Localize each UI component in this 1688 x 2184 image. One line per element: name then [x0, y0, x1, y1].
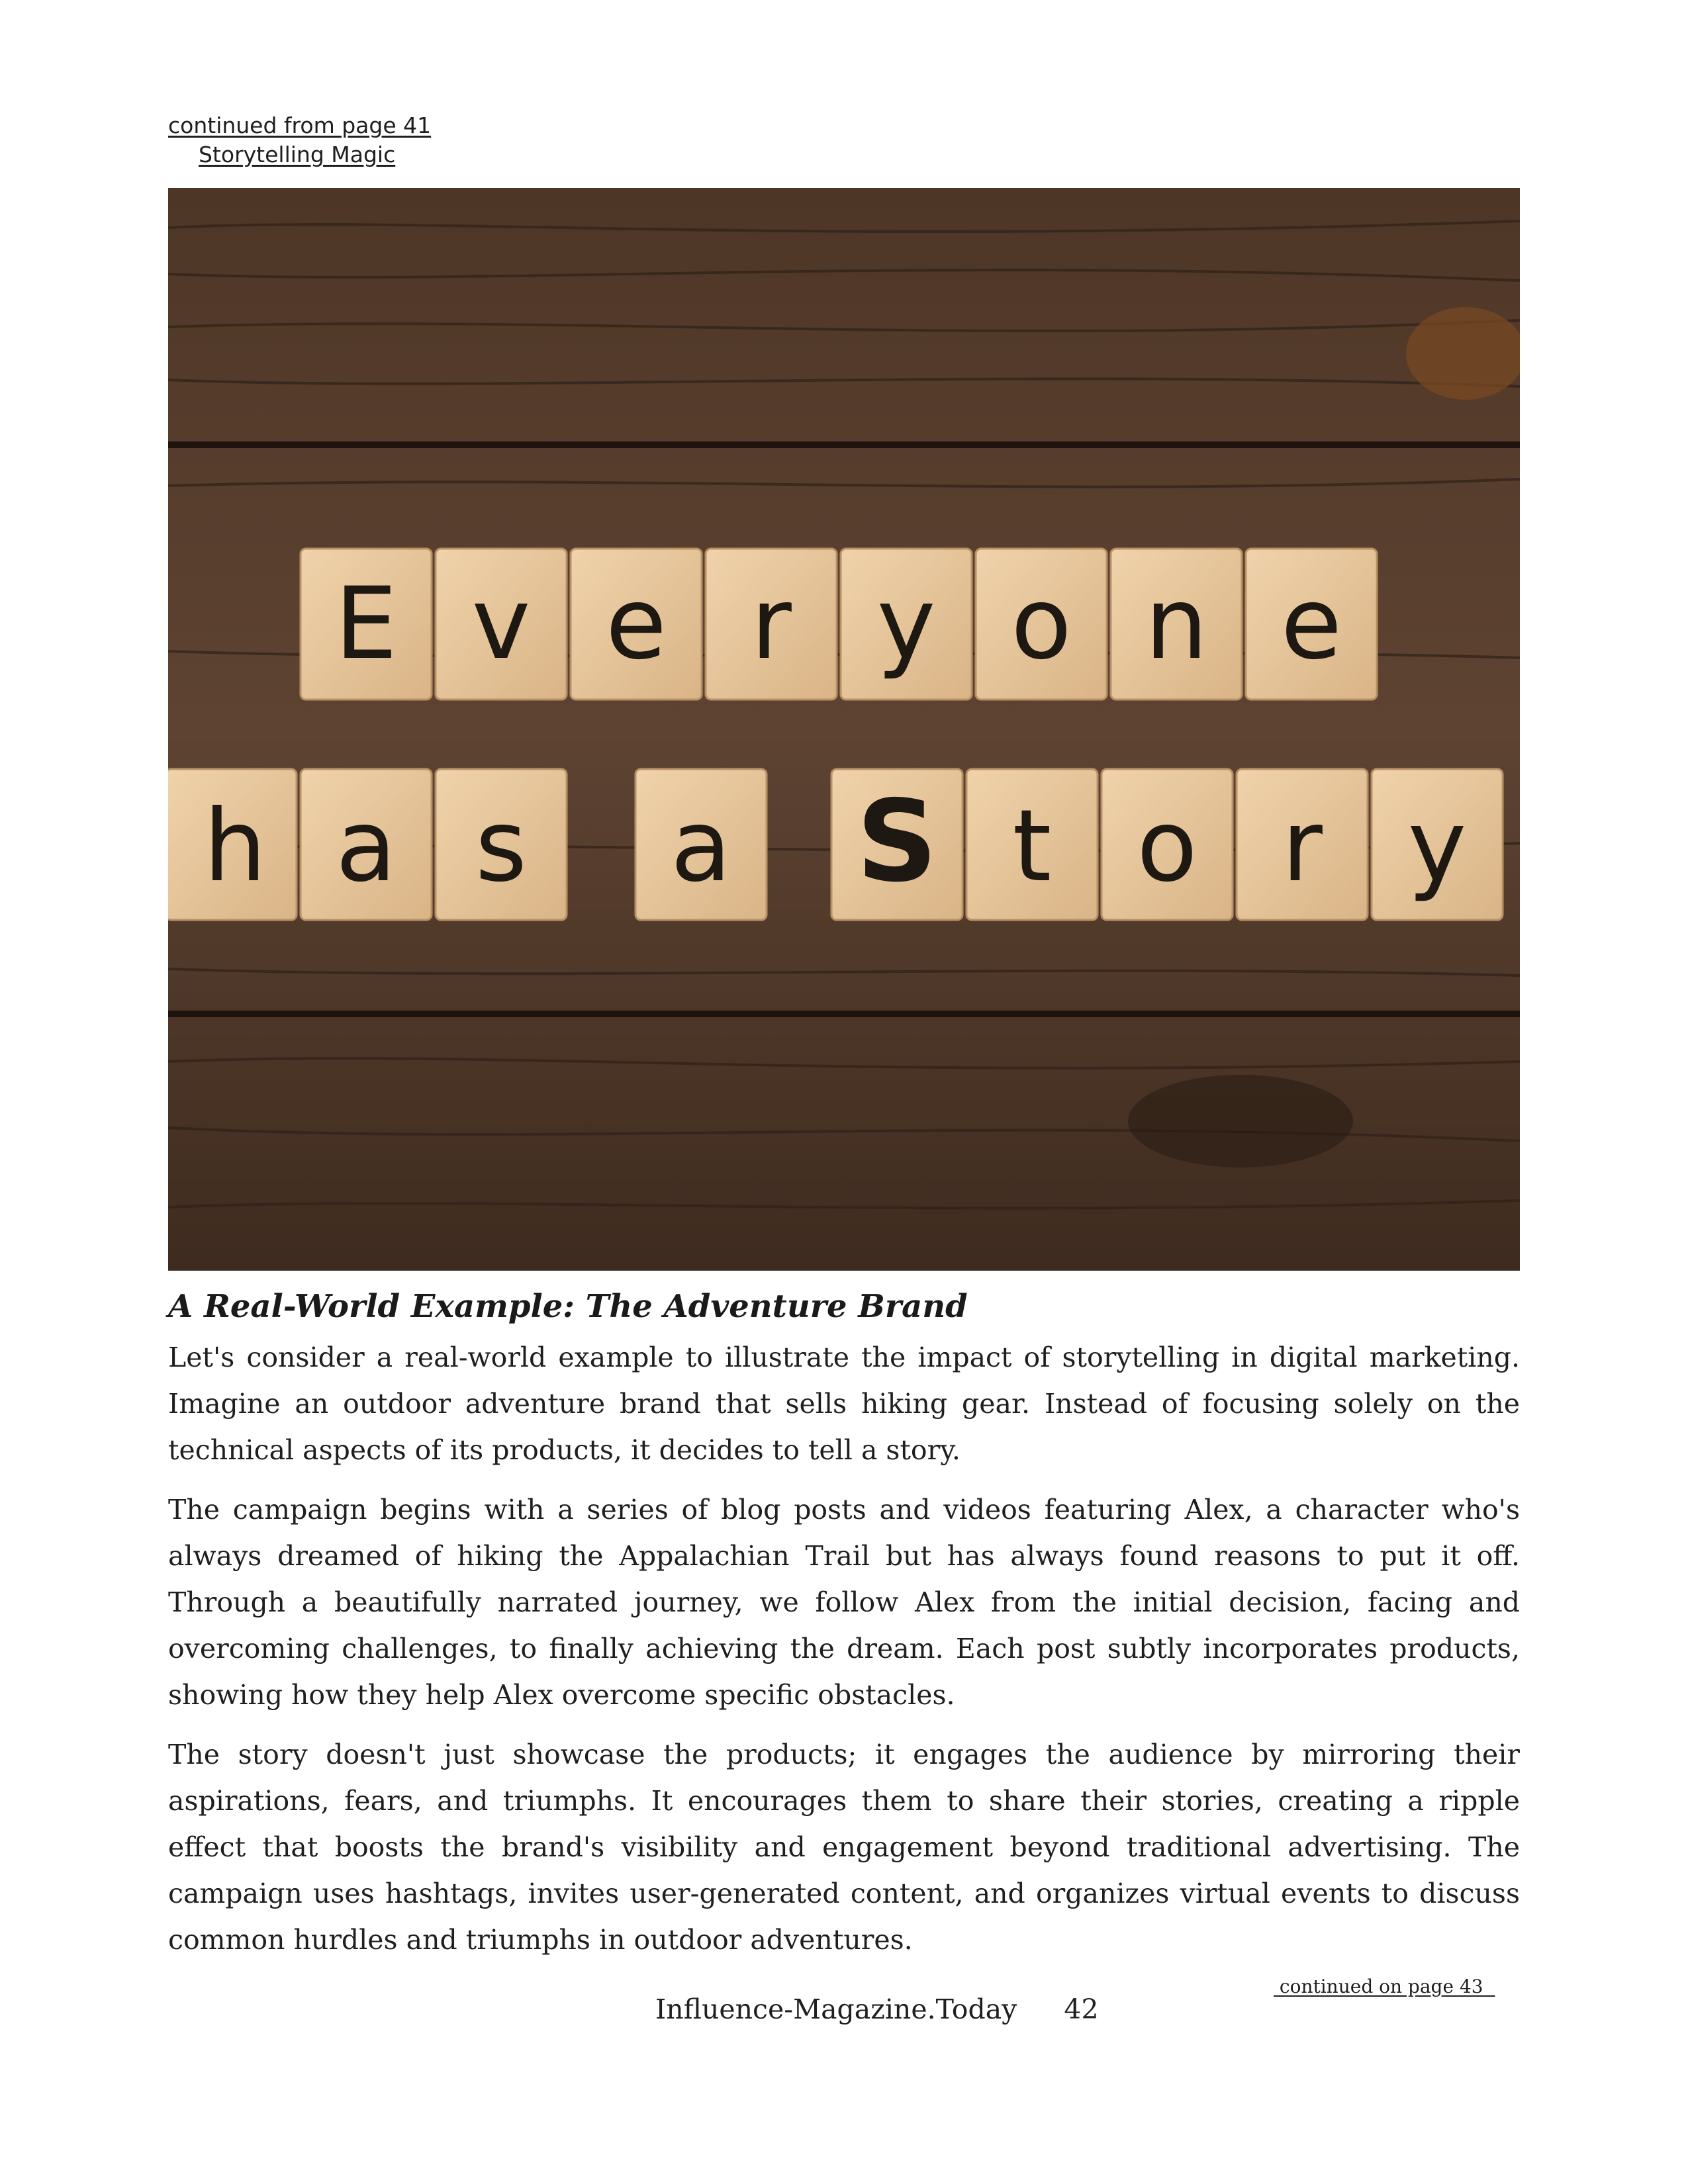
- tile: [1102, 769, 1233, 920]
- tile-letter: r: [1282, 789, 1323, 904]
- tile: [635, 769, 767, 920]
- tile-letter: v: [471, 567, 531, 682]
- tile-letter: a: [336, 789, 397, 904]
- paragraph: Let's consider a real-world example to illustrate the impact of storytelling in digital marketing. Imagine an outdoor adventure brand that sells hiking gear. Instead of focusing solely on the technical aspects of its products, it decides to tell a story.: [168, 1342, 1520, 1466]
- hero-image: [168, 188, 1520, 1271]
- tile: [976, 549, 1107, 700]
- tile-letter: o: [1011, 567, 1072, 682]
- tile: [571, 549, 702, 700]
- tile-letter: E: [334, 567, 398, 682]
- tile: [436, 769, 567, 920]
- paragraph: The story doesn't just showcase the products; it engages the audience by mirroring their aspirations, fears, and triumphs. It encourages them to share their stories, creating a ripple effect that boosts the brand's visibility and engagement beyond traditional advertising. The campaign uses hashtags, invites user-generated content, and organizes virtual events to discuss common hurdles and triumphs in outdoor adventures.: [168, 1739, 1520, 1956]
- article-body: [168, 1334, 1520, 1976]
- tile-letter: e: [605, 567, 667, 682]
- tile: [301, 769, 432, 920]
- article-heading: A Real-World Example: The Adventure Brand: [168, 1288, 968, 1325]
- tile-letter: S: [856, 776, 938, 907]
- tile: [168, 769, 297, 920]
- tile-letter: y: [876, 567, 936, 682]
- tile: [436, 549, 567, 700]
- continued-from-block: [168, 111, 431, 169]
- wood-knot: [1128, 1075, 1353, 1167]
- tile-letter: s: [475, 789, 528, 904]
- page-number: 42: [1064, 1993, 1099, 2025]
- tile-letter: o: [1137, 789, 1197, 904]
- tile-row-has-a-story: [168, 769, 1503, 920]
- section-title-link[interactable]: Storytelling Magic: [199, 142, 396, 167]
- tile-letter: e: [1280, 567, 1342, 682]
- continued-on-link[interactable]: continued on page 43: [1274, 1976, 1495, 1997]
- tile: [1372, 769, 1503, 920]
- wood-tiles-illustration: [168, 188, 1520, 1271]
- tile-letter: y: [1407, 789, 1467, 904]
- continued-from-link[interactable]: continued from page 41: [168, 113, 432, 138]
- tile: [1111, 549, 1242, 700]
- tile: [831, 769, 962, 920]
- tile: [966, 769, 1098, 920]
- tile: [1246, 549, 1377, 700]
- tile: [841, 549, 972, 700]
- tile-letter: n: [1145, 567, 1208, 682]
- tile: [1237, 769, 1368, 920]
- paragraph: The campaign begins with a series of blog posts and videos featuring Alex, a character who's always dreamed of hiking the Appalachian Trail but has always found reasons to put it off. Through a beautifully narrated journey, we follow Alex from the initial decision, facing and overcoming challenges, to finally achieving the dream. Each post subtly incorporates products, showing how they help Alex overcome specific obstacles.: [168, 1494, 1520, 1711]
- tile-letter: a: [671, 789, 731, 904]
- tile-letter: r: [751, 567, 792, 682]
- tile: [706, 549, 837, 700]
- tile-letter: h: [203, 789, 267, 904]
- tile: [301, 549, 432, 700]
- wood-knot: [1406, 307, 1520, 400]
- tile-letter: t: [1012, 789, 1052, 904]
- publication-name: Influence-Magazine.Today: [655, 1993, 1017, 2025]
- page-footer: [655, 1993, 1099, 2025]
